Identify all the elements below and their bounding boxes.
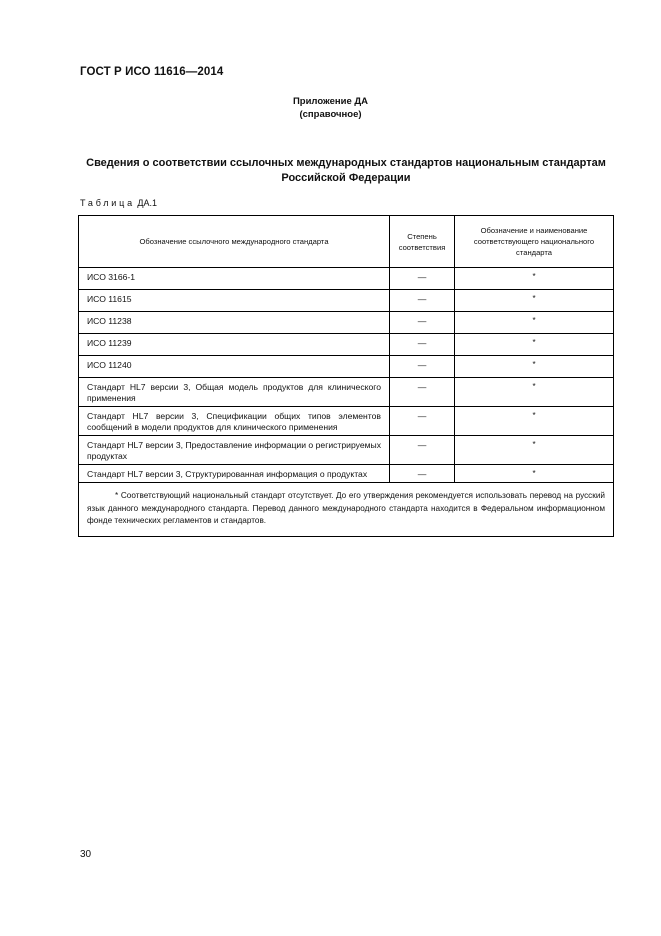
section-title	[78, 156, 614, 186]
table-row	[79, 290, 614, 312]
table-caption-word: Таблица	[80, 198, 135, 208]
row-national-ref: *	[455, 312, 614, 334]
row-degree: —	[390, 378, 455, 407]
table-caption	[80, 198, 157, 208]
standards-correspondence-table	[78, 215, 614, 537]
row-standard-name: ИСО 11615	[79, 290, 390, 312]
row-national-ref: *	[455, 465, 614, 483]
row-degree: —	[390, 334, 455, 356]
table-row	[79, 356, 614, 378]
appendix-title: Приложение ДА	[292, 96, 369, 107]
section-title-line-1: Сведения о соответствии ссылочных международных стандартов национальным стандартам	[86, 157, 606, 169]
header-degree: Степень соответствия	[390, 216, 455, 268]
row-national-ref: *	[455, 356, 614, 378]
table-row	[79, 407, 614, 436]
row-degree: —	[390, 356, 455, 378]
row-standard-name: Стандарт HL7 версии 3, Структурированная информация о продуктах	[79, 465, 390, 483]
header-national-standard: Обозначение и наименование соответствующего национального стандарта	[455, 216, 614, 268]
table-row	[79, 268, 614, 290]
row-national-ref: *	[455, 436, 614, 465]
table-row	[79, 378, 614, 407]
table-row	[79, 312, 614, 334]
row-degree: —	[390, 268, 455, 290]
row-standard-name: Стандарт HL7 версии 3, Предоставление информации о регистрируемых продуктах	[79, 436, 390, 465]
table-caption-number: ДА.1	[137, 198, 158, 208]
row-degree: —	[390, 436, 455, 465]
row-national-ref: *	[455, 268, 614, 290]
row-national-ref: *	[455, 290, 614, 312]
document-code: ГОСТ Р ИСО 11616—2014	[80, 66, 224, 78]
appendix-heading	[0, 95, 661, 121]
row-standard-name: ИСО 3166-1	[79, 268, 390, 290]
page-number: 30	[80, 849, 92, 860]
table-footnote-text: * Соответствующий национальный стандарт отсутствует. До его утверждения рекомендуется использовать перевод на русский язык данного международного стандарта. Перевод данного международного стандарта находится в Федеральном информационном фонде технических регламентов и стандартов.	[87, 491, 605, 525]
header-international-standard: Обозначение ссылочного международного стандарта	[79, 216, 390, 268]
row-standard-name: ИСО 11238	[79, 312, 390, 334]
table-header-row	[79, 216, 614, 268]
row-national-ref: *	[455, 334, 614, 356]
row-standard-name: Стандарт HL7 версии 3, Спецификации общих типов элементов сообщений в модели продуктов для клинического применения	[79, 407, 390, 436]
appendix-subtitle: (справочное)	[299, 109, 362, 120]
row-degree: —	[390, 407, 455, 436]
table-footnote	[79, 483, 614, 537]
section-title-line-2: Российской Федерации	[281, 172, 411, 184]
row-standard-name: ИСО 11239	[79, 334, 390, 356]
table-footnote-row	[79, 483, 614, 537]
table-row	[79, 436, 614, 465]
row-degree: —	[390, 312, 455, 334]
table-row	[79, 465, 614, 483]
row-degree: —	[390, 465, 455, 483]
row-standard-name: ИСО 11240	[79, 356, 390, 378]
row-standard-name: Стандарт HL7 версии 3, Общая модель продуктов для клинического применения	[79, 378, 390, 407]
table-row	[79, 334, 614, 356]
row-national-ref: *	[455, 378, 614, 407]
row-national-ref: *	[455, 407, 614, 436]
row-degree: —	[390, 290, 455, 312]
